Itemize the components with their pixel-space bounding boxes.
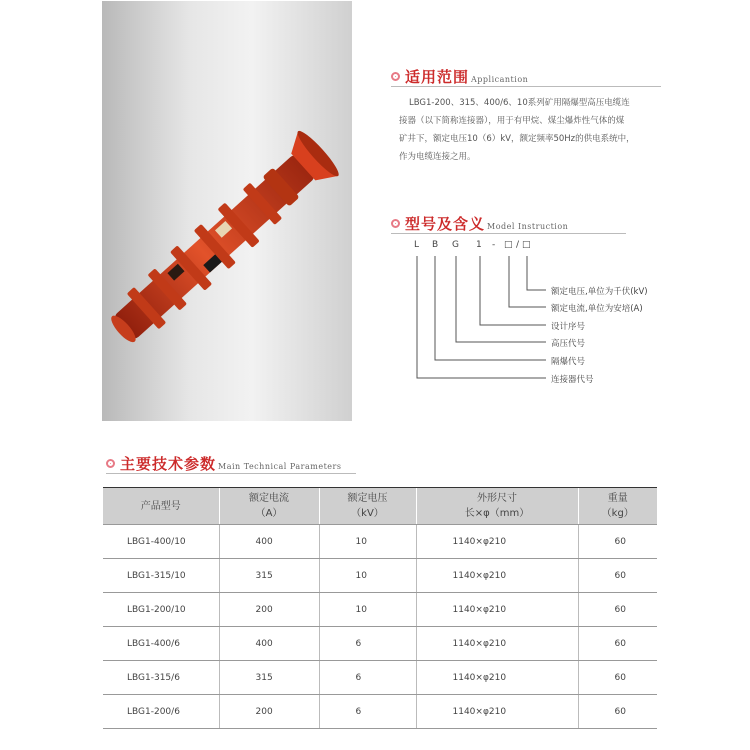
cell-weight: 60 <box>578 695 657 729</box>
header-dimensions: 外形尺寸 长×φ（mm） <box>416 488 578 525</box>
cell-current: 315 <box>219 661 319 695</box>
model-meaning-voltage: 额定电压,单位为千伏(kV) <box>551 287 648 297</box>
model-meaning-connector: 连接器代号 <box>551 375 594 385</box>
params-table <box>103 487 657 729</box>
cell-current: 400 <box>219 627 319 661</box>
cell-current: 200 <box>219 593 319 627</box>
cell-dimensions: 1140×φ210 <box>416 695 578 729</box>
table-row <box>103 661 657 695</box>
header-current: 额定电流 （A） <box>219 488 319 525</box>
cell-voltage: 6 <box>319 661 416 695</box>
circle-bullet-icon <box>106 459 115 468</box>
params-title-en: Main Technical Parameters <box>218 462 342 471</box>
model-title-zh: 型号及含义 <box>405 215 486 233</box>
table-header-row <box>103 488 657 525</box>
cell-current: 200 <box>219 695 319 729</box>
model-code-char: L <box>414 240 420 250</box>
cell-weight: 60 <box>578 627 657 661</box>
model-meaning-flameproof: 隔爆代号 <box>551 357 586 367</box>
cell-weight: 60 <box>578 593 657 627</box>
cell-dimensions: 1140×φ210 <box>416 627 578 661</box>
header-model: 产品型号 <box>103 488 219 525</box>
model-code-char: - <box>492 240 496 250</box>
model-code-box: □ <box>522 240 531 250</box>
model-title-en: Model Instruction <box>487 222 569 231</box>
cell-voltage: 10 <box>319 525 416 559</box>
cell-model: LBG1-315/6 <box>103 661 219 695</box>
cell-dimensions: 1140×φ210 <box>416 559 578 593</box>
application-title-en: Applicantion <box>471 75 529 84</box>
cell-weight: 60 <box>578 661 657 695</box>
cell-model: LBG1-400/6 <box>103 627 219 661</box>
params-divider <box>106 473 356 474</box>
cell-voltage: 10 <box>319 559 416 593</box>
application-line: 矿井下，额定电压10（6）kV，额定频率50Hz的供电系统中， <box>399 134 635 144</box>
params-title-zh: 主要技术参数 <box>120 455 217 473</box>
table-row <box>103 559 657 593</box>
model-meaning-current: 额定电流,单位为安培(A) <box>551 304 643 314</box>
model-code-char: G <box>452 240 459 250</box>
cell-weight: 60 <box>578 525 657 559</box>
header-weight: 重量 （kg） <box>578 488 657 525</box>
cell-model: LBG1-315/10 <box>103 559 219 593</box>
model-code-char: / <box>516 240 520 250</box>
cell-voltage: 6 <box>319 695 416 729</box>
cell-dimensions: 1140×φ210 <box>416 593 578 627</box>
cell-dimensions: 1140×φ210 <box>416 525 578 559</box>
params-heading <box>106 453 341 474</box>
cell-model: LBG1-200/6 <box>103 695 219 729</box>
table-row <box>103 627 657 661</box>
model-code-char: 1 <box>476 240 482 250</box>
header-voltage: 额定电压 （kV） <box>319 488 416 525</box>
model-meaning-hv: 高压代号 <box>551 339 586 349</box>
table-row <box>103 593 657 627</box>
cell-dimensions: 1140×φ210 <box>416 661 578 695</box>
application-line: 作为电缆连接之用。 <box>399 152 476 162</box>
application-title-zh: 适用范围 <box>405 68 470 86</box>
cell-voltage: 10 <box>319 593 416 627</box>
cell-current: 315 <box>219 559 319 593</box>
table-row <box>103 525 657 559</box>
cell-current: 400 <box>219 525 319 559</box>
cell-model: LBG1-400/10 <box>103 525 219 559</box>
model-code-char: B <box>432 240 439 250</box>
model-meaning-design-no: 设计序号 <box>551 322 586 332</box>
application-line: 接器（以下简称连接器），用于有甲烷、煤尘爆炸性气体的煤 <box>399 116 625 126</box>
cell-weight: 60 <box>578 559 657 593</box>
cell-voltage: 6 <box>319 627 416 661</box>
table-row <box>103 695 657 729</box>
application-line: LBG1-200、315、400/6、10系列矿用隔爆型高压电缆连 <box>409 98 630 108</box>
model-code-box: □ <box>504 240 513 250</box>
cell-model: LBG1-200/10 <box>103 593 219 627</box>
